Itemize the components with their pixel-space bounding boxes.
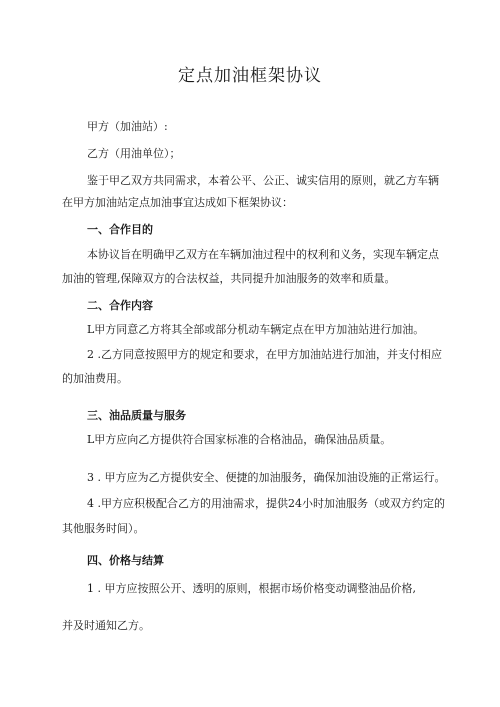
section-3-item-4-line-1: 4 .甲方应积极配合乙方的用油需求，提供24小时加油服务（或双方约定的	[87, 497, 445, 510]
section-3-item-1: L甲方应向乙方提供符合国家标准的合格油品，确保油品质量。	[87, 433, 392, 446]
section-1-heading: 一、合作目的	[87, 223, 153, 236]
document-title: 定点加油框架协议	[178, 66, 322, 86]
section-3-item-3: 3 . 甲方应为乙方提供安全、便捷的加油服务，确保加油设施的正常运行。	[87, 471, 446, 484]
section-4-item-1-line-1: 1 . 甲方应按照公开、透明的原则，根据市场价格变动调整油品价格,	[87, 582, 416, 595]
party-b-line: 乙方（用油单位）；	[87, 147, 181, 160]
section-3-item-4-line-2: 其他服务时间）。	[62, 522, 145, 535]
intro-line-2: 在甲方加油站定点加油事宜达成如下框架协议：	[62, 196, 293, 209]
section-2-item-1: L甲方同意乙方将其全部或部分机动车辆定点在甲方加油站进行加油。	[87, 323, 425, 336]
section-2-heading: 二、合作内容	[87, 299, 153, 312]
section-2-item-2-line-2: 的加油费用。	[62, 372, 128, 385]
section-4-item-1-line-2: 并及时通知乙方。	[62, 619, 150, 632]
section-2-item-2-line-1: 2 .乙方同意按照甲方的规定和要求，在甲方加油站进行加油，并支付相应	[87, 348, 442, 361]
section-3-heading: 三、油品质量与服务	[87, 409, 186, 422]
section-1-line-1: 本协议旨在明确甲乙双方在车辆加油过程中的权利和义务，实现车辆定点	[87, 248, 439, 261]
section-1-line-2: 加油的管理,保障双方的合法权益，共同提升加油服务的效率和质量。	[62, 272, 396, 285]
section-4-heading: 四、价格与结算	[87, 554, 164, 567]
intro-line-1: 鉴于甲乙双方共同需求，本着公平、公正、诚实信用的原则，就乙方车辆	[87, 174, 439, 187]
party-a-line: 甲方（加油站）:	[87, 120, 168, 133]
